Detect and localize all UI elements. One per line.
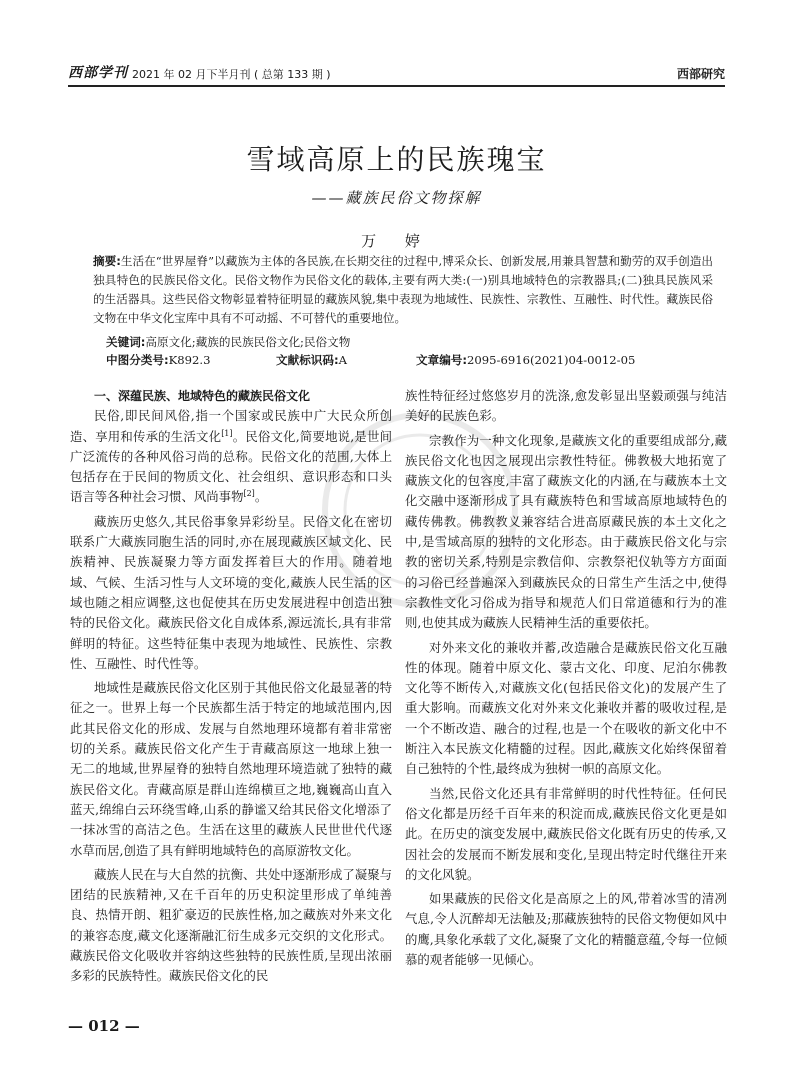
citation-ref: [1] bbox=[221, 428, 233, 438]
clc-value: K892.3 bbox=[168, 353, 211, 367]
article-metadata bbox=[106, 352, 713, 368]
article-subtitle: ——藏族民俗文物探解 bbox=[311, 189, 482, 207]
paragraph bbox=[70, 406, 392, 507]
abstract bbox=[93, 252, 713, 328]
article-number bbox=[416, 352, 635, 368]
doc-label: 文献标识码: bbox=[276, 353, 339, 367]
right-column bbox=[405, 386, 727, 974]
paragraph-text: 。民俗文化,简要地说,是世间广泛流传的各种风俗习尚的总称。民俗文化的范围,大体上包括存在于民间的物质文化、社会组织、意识形态和口头语言等各种社会习惯、风尚事物 bbox=[70, 428, 392, 505]
journal-logo: 西部学刊 bbox=[68, 65, 128, 81]
keywords-label: 关键词: bbox=[106, 335, 146, 349]
left-column bbox=[70, 386, 392, 991]
paragraph-text: 民俗,即民间风俗,指一个国家或民族中广大民众所创造、享用和传承的生活文化 bbox=[70, 408, 392, 444]
citation-ref: [2] bbox=[243, 489, 255, 499]
document-code bbox=[276, 352, 416, 368]
paragraph: 藏族人民在与大自然的抗衡、共处中逐渐形成了凝聚与团结的民族精神,又在千百年的历史积淀里形成了单纯善良、热情开朗、粗犷豪迈的民族性格,加之藏族对外来文化的兼容态度,藏文化逐渐融汇衍生成多元交织的文化形式。藏族民俗文化吸收并容纳这些独特的民族性质,呈现出浓丽多彩的民族特性。藏族民俗文化的民 bbox=[70, 866, 392, 984]
issue-info: 2021 年 02 月下半月刊 ( 总第 133 期 ) bbox=[132, 68, 331, 81]
paragraph: 当然,民俗文化还具有非常鲜明的时代性特征。任何民俗文化都是历经千百年来的积淀而成,藏族民俗文化更是如此。在历史的演变发展中,藏族民俗文化既有历史的传承,又因社会的发展而不断发展和变化,呈现出特定时代继往开来的文化风貌。 bbox=[405, 785, 727, 882]
paragraph: 族性特征经过悠悠岁月的洗涤,愈发彰显出坚毅顽强与纯洁美好的民族色彩。 bbox=[405, 388, 727, 424]
paragraph: 如果藏族的民俗文化是高原之上的风,带着冰雪的清冽气息,令人沉醉却无法触及;那藏族独特的民俗文物便如风中的鹰,具象化承载了文化,凝聚了文化的精髓意蕴,令每一位倾慕的观者能够一见倾心。 bbox=[405, 891, 727, 968]
abstract-label: 摘要: bbox=[93, 254, 121, 268]
paragraph: 对外来文化的兼收并蓄,改造融合是藏族民俗文化互融性的体现。随着中原文化、蒙古文化、印度、尼泊尔佛教文化等不断传入,对藏族文化(包括民俗文化)的发展产生了重大影响。而藏族文化对外来文化兼收并蓄的吸收过程,是一个不断改造、融合的过程,也是一个在吸收的新文化中不断注入本民族文化精髓的过程。因此,藏族文化始终保留着自己独特的个性,最终成为独树一帜的高原文化。 bbox=[405, 639, 727, 777]
article-title: 雪域高原上的民族瑰宝 bbox=[246, 143, 547, 176]
section-heading: 一、深蕴民族、地域特色的藏族民俗文化 bbox=[94, 389, 311, 403]
author-name: 万 婷 bbox=[361, 232, 432, 250]
article-label: 文章编号: bbox=[416, 353, 468, 367]
paragraph-text: 。 bbox=[254, 489, 268, 505]
paragraph: 藏族历史悠久,其民俗事象异彩纷呈。民俗文化在密切联系广大藏族同胞生活的同时,亦在展现藏族区域文化、民族精神、民族凝聚力等方面发挥着巨大的作用。随着地域、气候、生活习性与人文环境的变化,藏族人民生活的区域也随之相应调整,这也促使其在历史发展进程中创造出独特的民俗文化。藏族民俗文化自成体系,源远流长,具有非常鲜明的特征。这些特征集中表现为地域性、民族性、宗教性、互融性、时代性等。 bbox=[70, 513, 392, 671]
keywords-text: 高原文化;藏族的民族民俗文化;民俗文物 bbox=[145, 335, 351, 349]
running-header bbox=[68, 58, 725, 87]
clc-number bbox=[106, 352, 276, 368]
paragraph: 宗教作为一种文化现象,是藏族文化的重要组成部分,藏族民俗文化也因之展现出宗教性特征。佛教极大地拓宽了藏族文化的包容度,丰富了藏族文化的内涵,在与藏族本土文化交融中逐渐形成了具有藏族特色和雪域高原地域特色的藏传佛教。佛教教义兼容结合进高原藏民族的本土文化之中,是雪域高原的独特的文化形态。由于藏族民俗文化与宗教的密切关系,特别是宗教信仰、宗教祭祀仪轨等方方面面的习俗已经普遍深入到藏族民众的日常生产生活之中,使得宗教性文化习俗成为指导和规范人们日常道德和行为的准则,也使其成为藏族人民精神生活的重要依托。 bbox=[405, 432, 727, 631]
article-value: 2095-6916(2021)04-0012-05 bbox=[467, 353, 636, 367]
section-name: 西部研究 bbox=[676, 67, 725, 81]
page-number: — 012 — bbox=[68, 1017, 140, 1035]
header-left bbox=[68, 62, 331, 82]
doc-value: A bbox=[338, 353, 347, 367]
keywords bbox=[106, 334, 713, 350]
paragraph: 地域性是藏族民俗文化区别于其他民俗文化最显著的特征之一。世界上每一个民族都生活于特定的地域范围内,因此其民俗文化的形成、发展与自然地理环境都有着非常密切的关系。藏族民俗文化产生于青藏高原这一地球上独一无二的地域,世界屋脊的独特自然地理环境造就了独特的藏族民俗文化。青藏高原是群山连绵横亘之地,巍巍高山直入蓝天,绵绵白云环绕雪峰,山系的静谧又给其民俗文化增添了一抹冰雪的高洁之色。生活在这里的藏族人民世世代代逐水草而居,创造了具有鲜明地域特色的高原游牧文化。 bbox=[70, 680, 392, 858]
abstract-text: 生活在“世界屋脊”以藏族为主体的各民族,在长期交往的过程中,博采众长、创新发展,用兼具智慧和勤劳的双手创造出独具特色的民族民俗文化。民俗文物作为民俗文化的载体,主要有两大类:(一)别具地域特色的宗教器具;(二)独具民族风采的生活器具。这些民俗文物彰显着特征明显的藏族风貌,集中表现为地域性、民族性、宗教性、互融性、时代性。藏族民俗文物在中华文化宝库中具有不可动摇、不可替代的重要地位。 bbox=[93, 254, 713, 325]
clc-label: 中图分类号: bbox=[106, 353, 169, 367]
